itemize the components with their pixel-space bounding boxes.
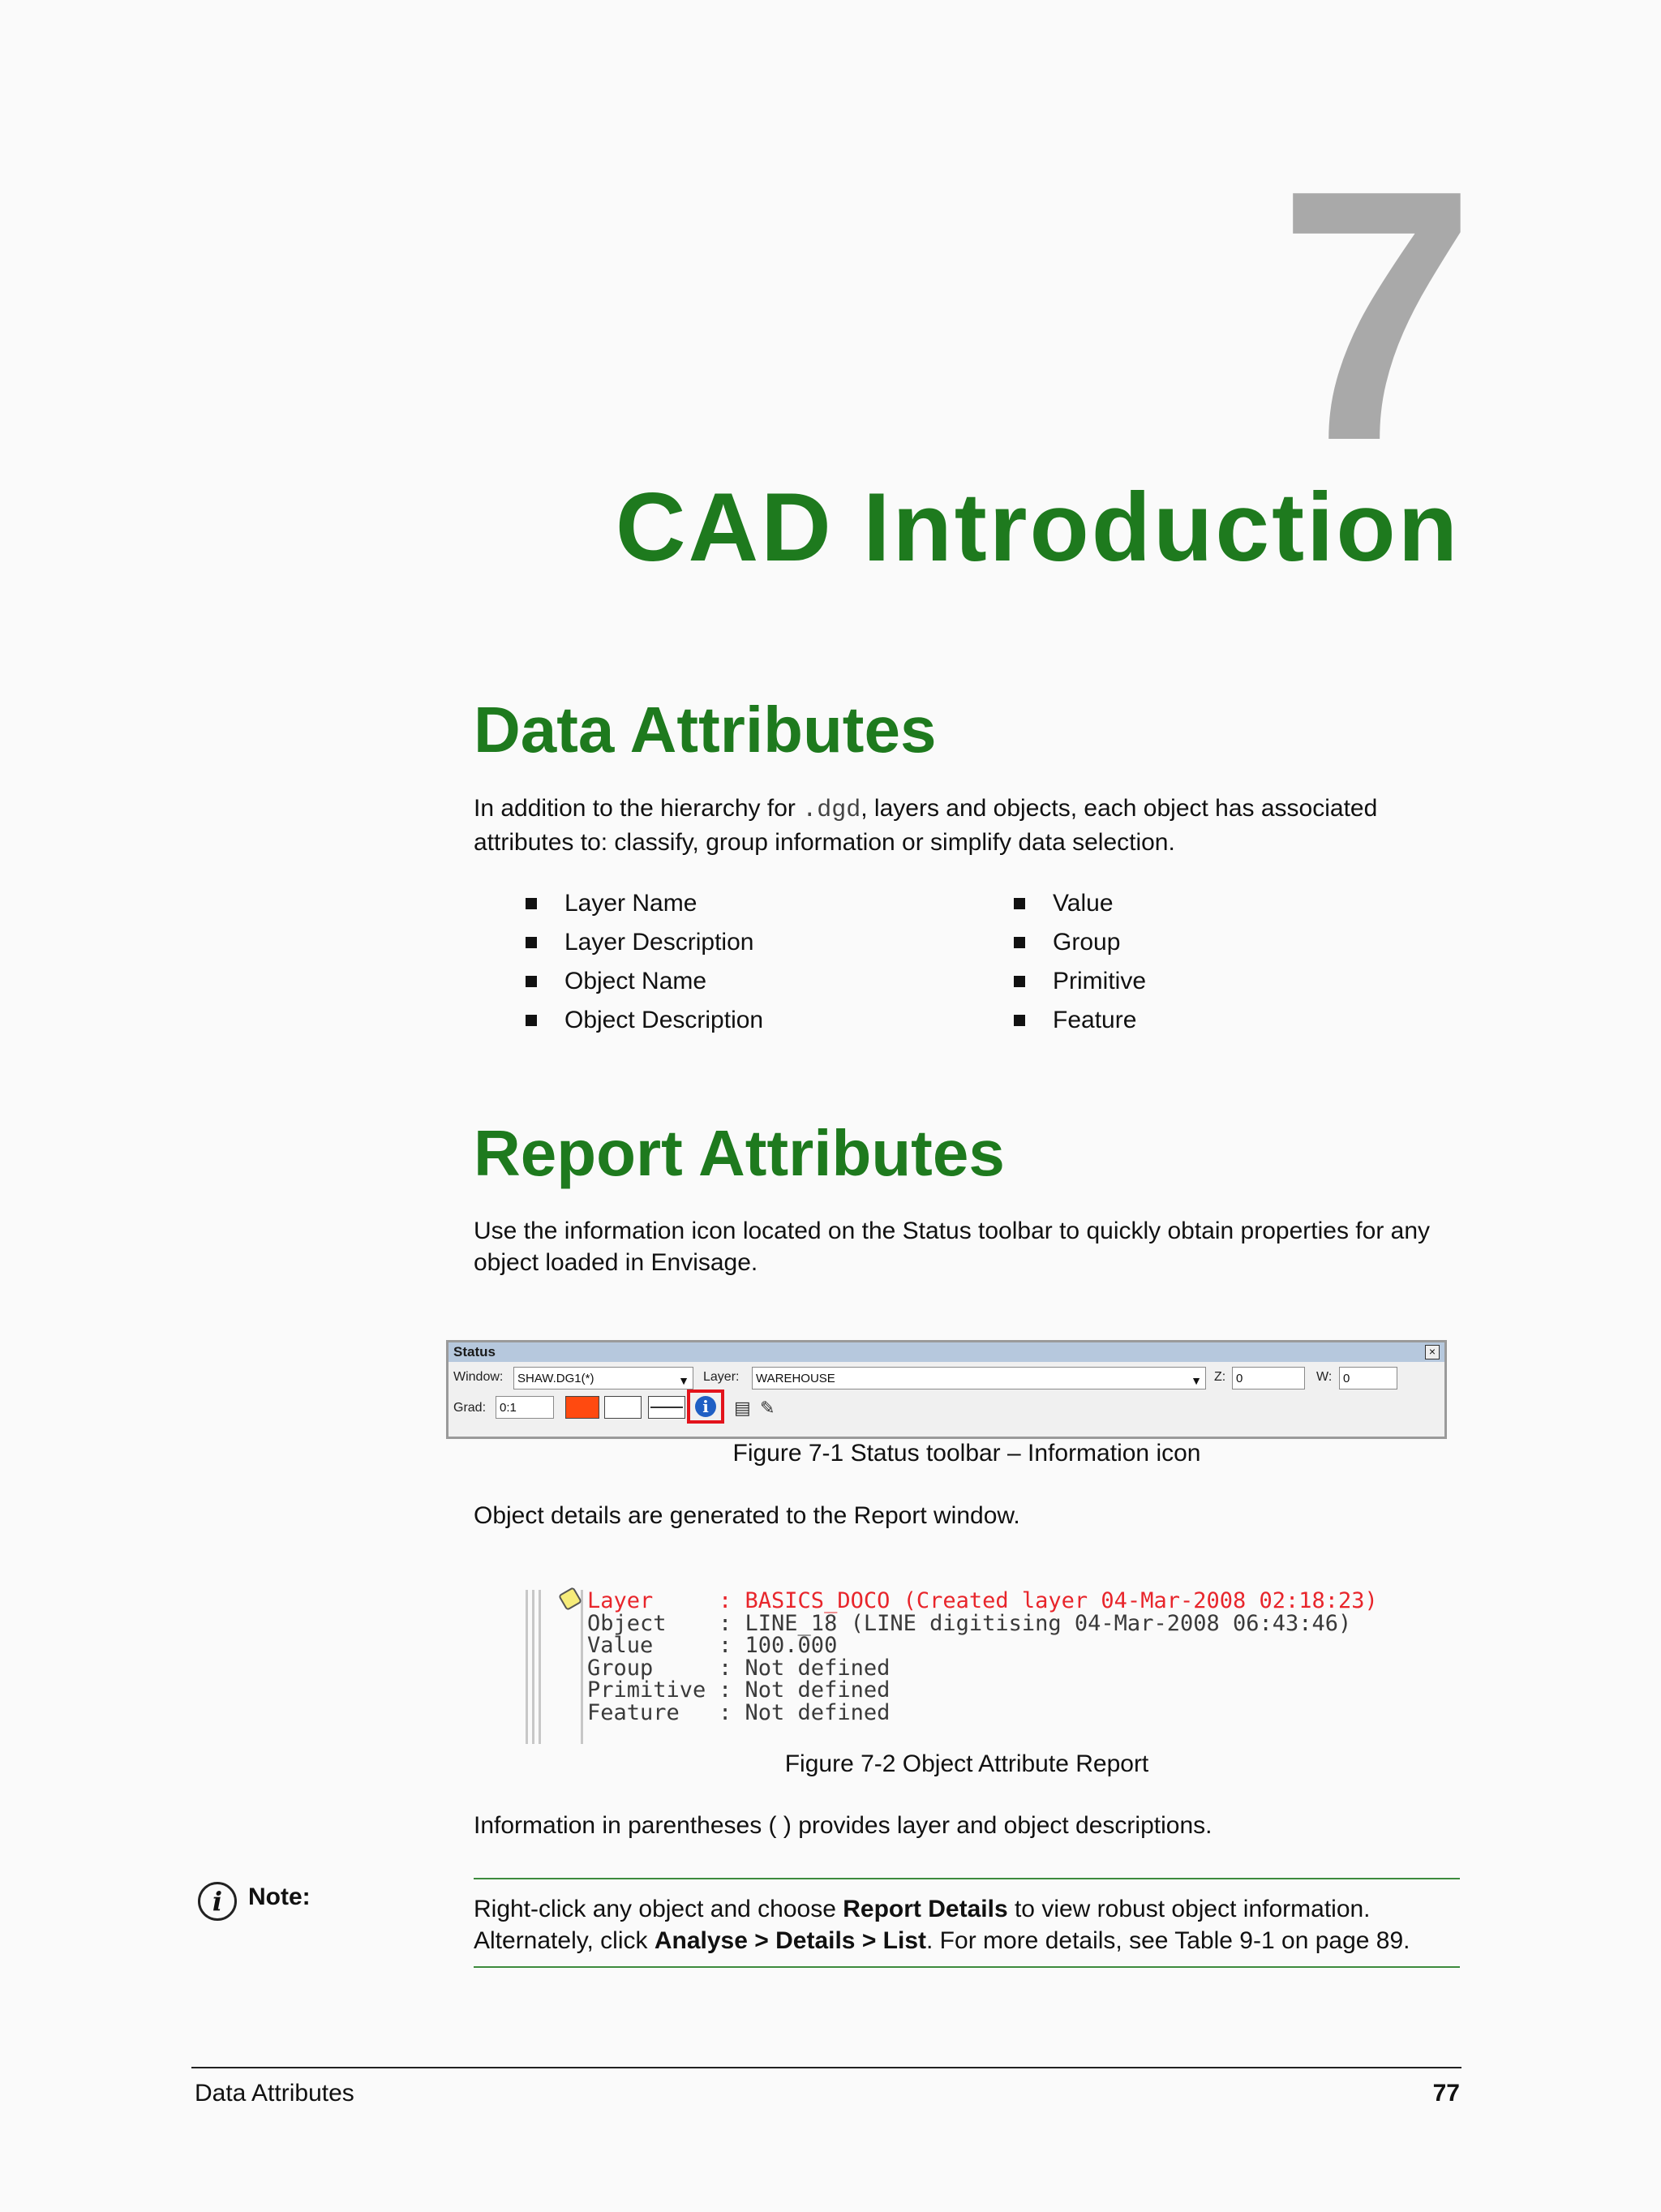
- note-divider-top: [474, 1878, 1460, 1879]
- edit-icon[interactable]: ✎: [760, 1398, 775, 1418]
- pencil-icon: [558, 1587, 582, 1611]
- report-key: Object: [587, 1610, 667, 1636]
- report-row: [587, 1679, 1378, 1702]
- note-text-part: to view robust object information.: [1007, 1896, 1371, 1922]
- bullet-icon: [1014, 976, 1025, 987]
- report-key: Group: [587, 1655, 654, 1681]
- figure-1-caption: Figure 7-1 Status toolbar – Information icon: [732, 1440, 1201, 1467]
- list-item: [526, 884, 763, 923]
- section-heading-data-attributes: Data Attributes: [474, 694, 937, 766]
- list-item-label: Object Description: [564, 1007, 764, 1033]
- report-value: Not defined: [745, 1655, 891, 1681]
- list-item: [526, 923, 763, 962]
- note-text-part: Alternately, click: [474, 1927, 655, 1954]
- report-row: [587, 1657, 1378, 1680]
- report-sep: :: [719, 1588, 732, 1613]
- note-text-part: Right-click any object and choose: [474, 1896, 843, 1922]
- report-sep: :: [719, 1610, 732, 1636]
- data-attributes-paragraph: [474, 792, 1463, 858]
- report-sep: :: [719, 1655, 732, 1681]
- properties-icon[interactable]: ▤: [734, 1398, 751, 1418]
- page-number: 77: [1432, 2080, 1460, 2107]
- report-key: Layer: [587, 1588, 654, 1613]
- bullet-icon: [1014, 937, 1025, 948]
- grad-label: Grad:: [453, 1401, 487, 1415]
- chapter-title: CAD Introduction: [615, 473, 1460, 582]
- list-item: [1014, 923, 1146, 962]
- color-swatch[interactable]: [565, 1396, 599, 1419]
- report-details-emphasis: Report Details: [843, 1896, 1008, 1922]
- report-value: BASICS_DOCO (Created layer 04-Mar-2008 02:18:23): [745, 1588, 1378, 1613]
- chevron-down-icon: ▼: [678, 1374, 689, 1387]
- report-row: [587, 1634, 1378, 1657]
- list-item-label: Value: [1053, 890, 1114, 917]
- report-margin-line: [581, 1590, 583, 1744]
- note-text: [474, 1893, 1460, 1956]
- report-value: Not defined: [745, 1699, 891, 1725]
- fill-swatch[interactable]: [604, 1396, 642, 1419]
- list-item-label: Layer Name: [564, 890, 697, 917]
- report-window: [526, 1590, 1401, 1744]
- para-text: , layers and objects, each object has associated attributes to: classify, group information or simplify data selection.: [474, 795, 1378, 856]
- report-window-paragraph: Object details are generated to the Report window.: [474, 1502, 1020, 1529]
- note-label: Note:: [248, 1883, 311, 1910]
- list-item: [1014, 1001, 1146, 1040]
- report-key: Feature: [587, 1699, 680, 1725]
- report-value: Not defined: [745, 1677, 891, 1703]
- section-heading-report-attributes: Report Attributes: [474, 1117, 1005, 1189]
- list-item-label: Object Name: [564, 968, 707, 994]
- attribute-list-left: [526, 884, 763, 1040]
- dgd-code: .dgd: [802, 797, 861, 824]
- report-content: [587, 1590, 1378, 1724]
- layer-value: WAREHOUSE: [756, 1372, 835, 1385]
- chevron-down-icon: ▼: [1191, 1374, 1202, 1387]
- bullet-icon: [526, 898, 537, 909]
- bullet-icon: [526, 937, 537, 948]
- report-sep: :: [719, 1699, 732, 1725]
- bullet-icon: [526, 976, 537, 987]
- report-row: [587, 1610, 1378, 1636]
- z-input[interactable]: 0: [1232, 1367, 1305, 1389]
- report-value: LINE_18 (LINE digitising 04-Mar-2008 06:43:46): [745, 1610, 1352, 1636]
- info-icon[interactable]: i: [695, 1396, 716, 1417]
- report-key: Primitive: [587, 1677, 706, 1703]
- window-value: SHAW.DG1(*): [517, 1372, 594, 1385]
- report-margin-line: [532, 1590, 534, 1744]
- bullet-icon: [1014, 898, 1025, 909]
- note-divider-bottom: [474, 1966, 1460, 1968]
- list-item: [1014, 962, 1146, 1001]
- bullet-icon: [526, 1015, 537, 1026]
- list-item-label: Layer Description: [564, 929, 754, 956]
- bullet-icon: [1014, 1015, 1025, 1026]
- report-key: Value: [587, 1633, 654, 1658]
- list-item-label: Primitive: [1053, 968, 1147, 994]
- info-note-icon: i: [198, 1882, 237, 1921]
- report-margin-line: [539, 1590, 541, 1744]
- note-text-part: . For more details, see Table 9-1 on page 89.: [926, 1927, 1410, 1954]
- list-item: [526, 1001, 763, 1040]
- list-item-label: Feature: [1053, 1007, 1137, 1033]
- info-highlight: [687, 1389, 724, 1424]
- window-dropdown[interactable]: [513, 1367, 693, 1389]
- parentheses-paragraph: Information in parentheses ( ) provides layer and object descriptions.: [474, 1812, 1212, 1839]
- w-label: W:: [1316, 1370, 1333, 1384]
- report-attributes-paragraph: Use the information icon located on the Status toolbar to quickly obtain properties for any object loaded in Envisage.: [474, 1218, 1431, 1276]
- report-value: 100.000: [745, 1633, 838, 1658]
- line-style-swatch[interactable]: [648, 1396, 685, 1419]
- layer-label: Layer:: [703, 1370, 740, 1384]
- menu-path-emphasis: Analyse > Details > List: [654, 1927, 927, 1954]
- report-margin-line: [526, 1590, 528, 1744]
- grad-input[interactable]: 0:1: [496, 1396, 554, 1419]
- list-item-label: Group: [1053, 929, 1121, 956]
- attribute-list-right: [1014, 884, 1146, 1040]
- figure-2-caption: Figure 7-2 Object Attribute Report: [784, 1750, 1149, 1777]
- report-row: [587, 1699, 1378, 1725]
- report-sep: :: [719, 1633, 732, 1658]
- para-text: In addition to the hierarchy for: [474, 795, 803, 822]
- list-item: [1014, 884, 1146, 923]
- footer-divider: [191, 2067, 1461, 2068]
- list-item: [526, 962, 763, 1001]
- window-label: Window:: [453, 1370, 504, 1384]
- status-toolbar: [446, 1340, 1447, 1439]
- report-sep: :: [719, 1677, 732, 1703]
- chapter-number: 7: [1277, 117, 1476, 515]
- layer-dropdown[interactable]: [752, 1367, 1206, 1389]
- footer-section-title: Data Attributes: [195, 2080, 354, 2107]
- toolbar-title: Status: [449, 1342, 1444, 1362]
- report-row: [587, 1590, 1378, 1613]
- z-label: Z:: [1214, 1370, 1226, 1384]
- close-icon[interactable]: ×: [1425, 1345, 1440, 1359]
- w-input[interactable]: 0: [1339, 1367, 1397, 1389]
